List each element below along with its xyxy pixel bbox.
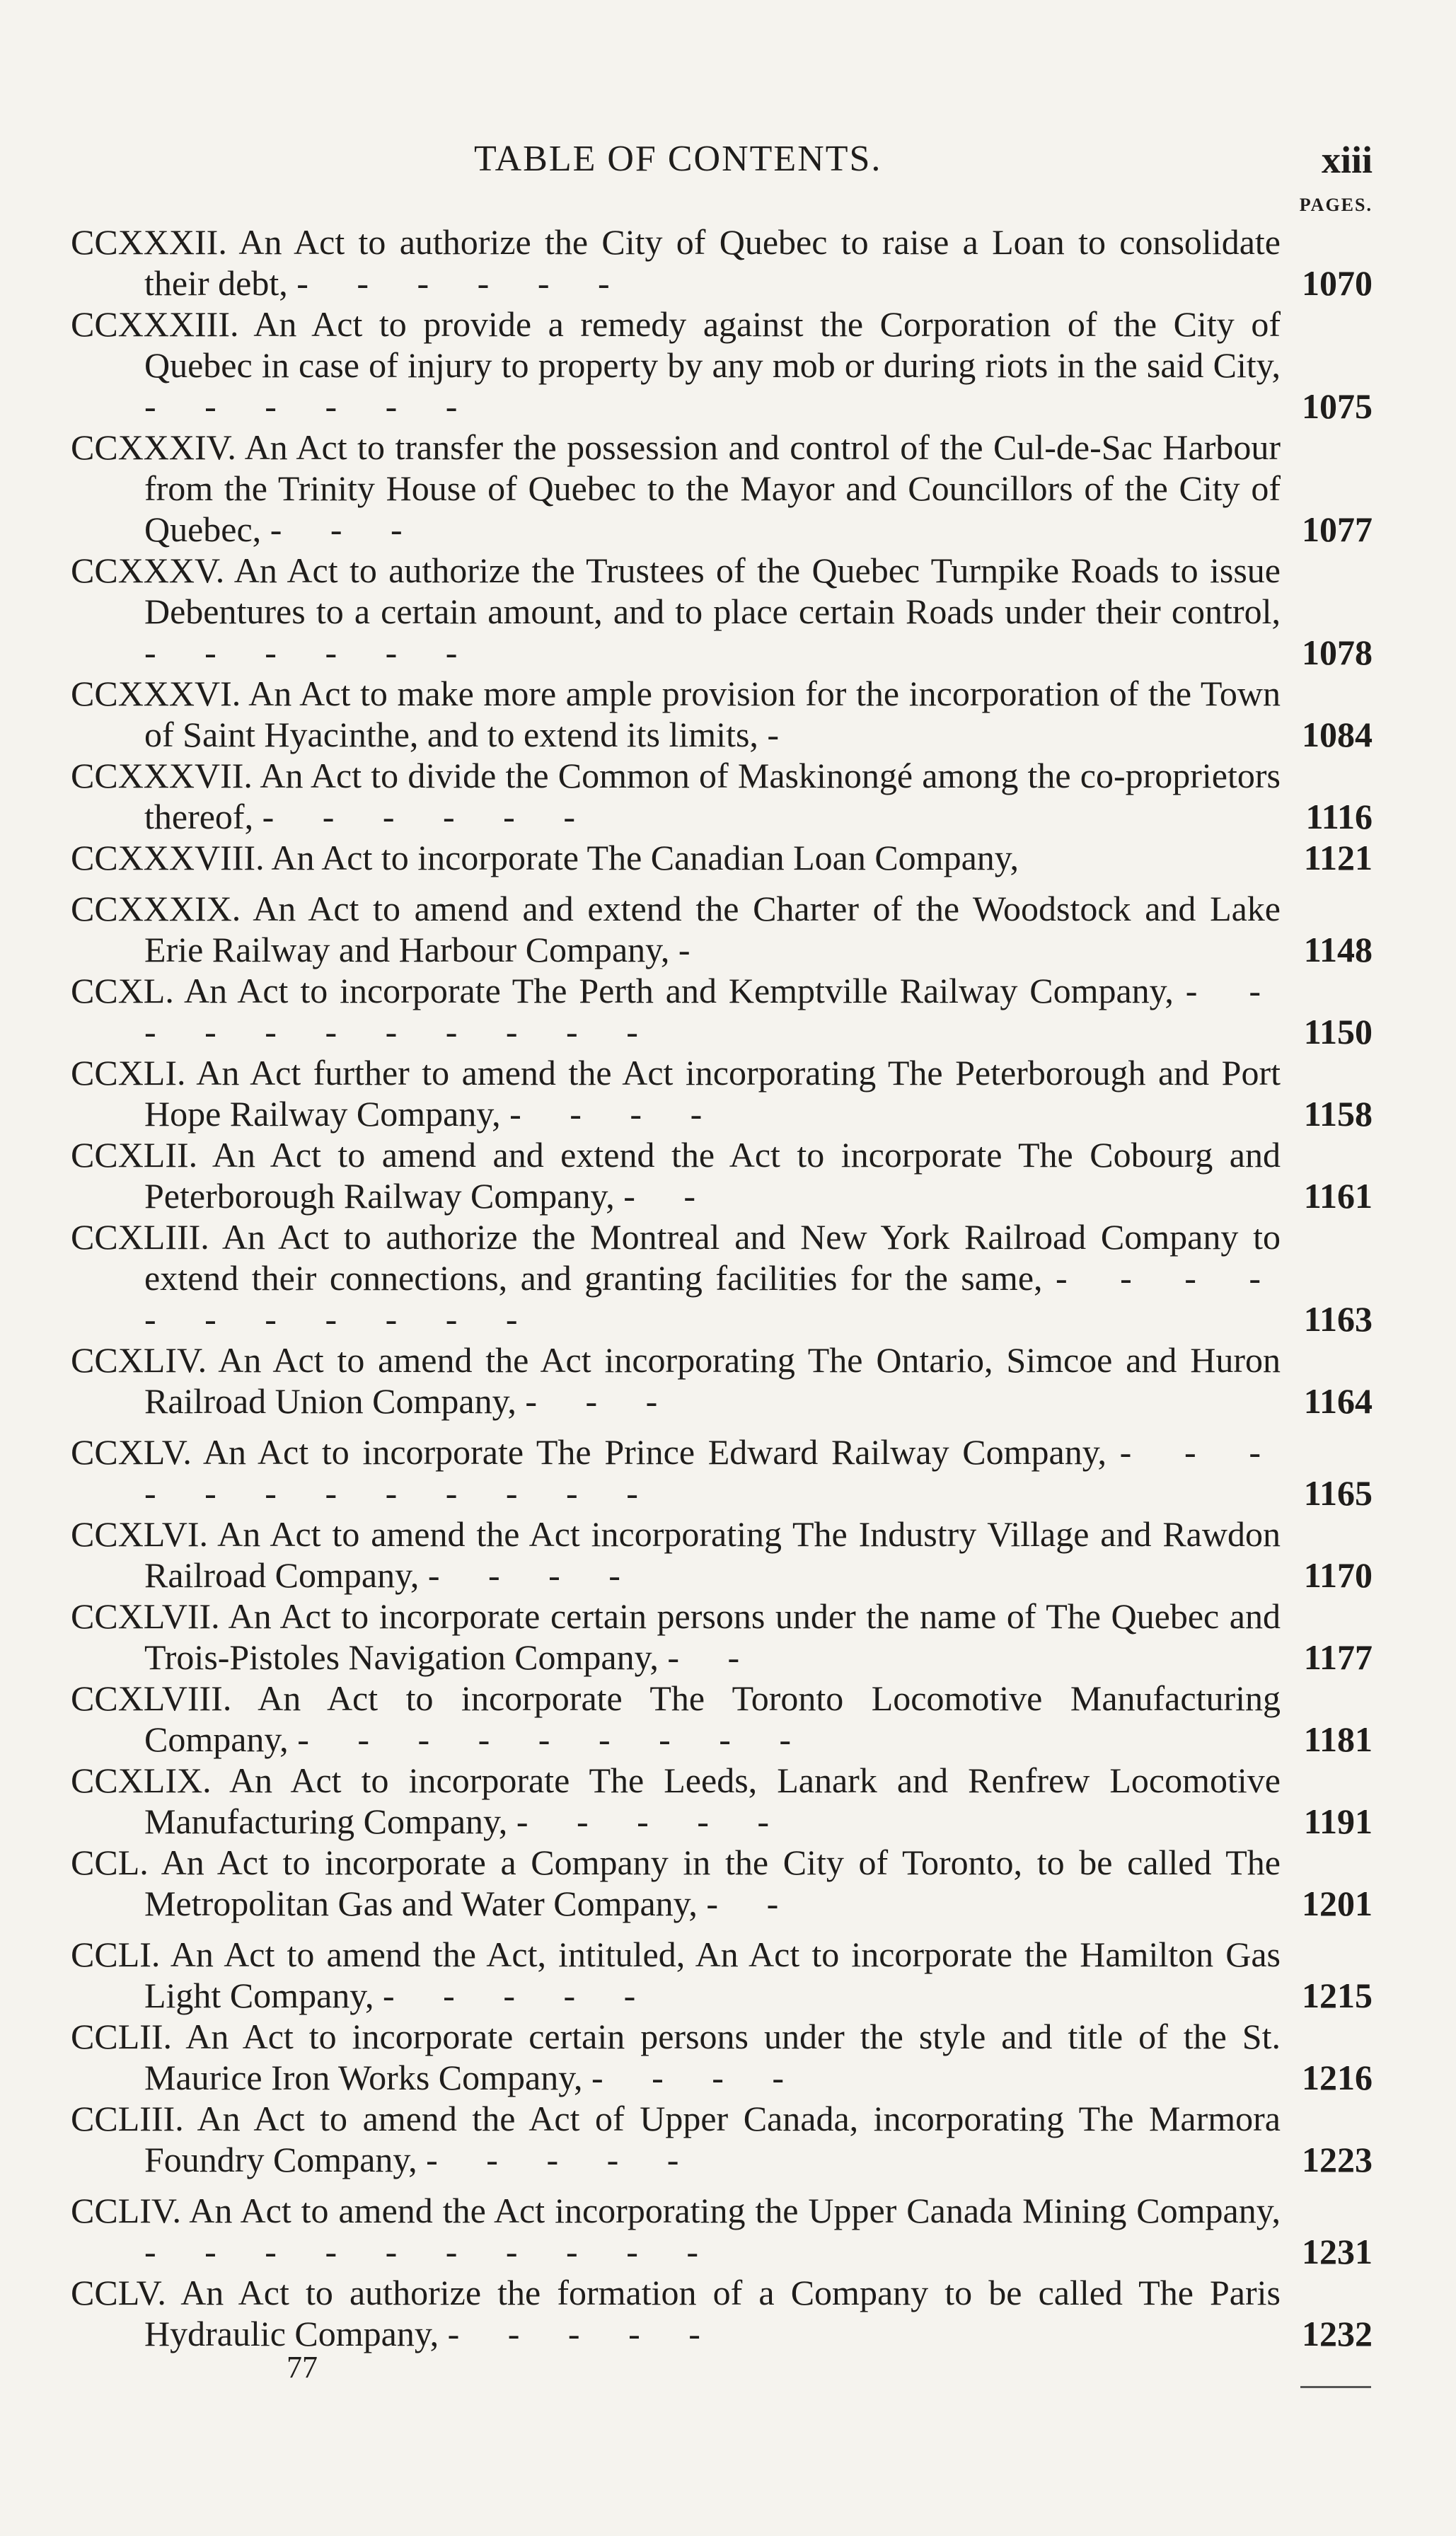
dot-leader: - - - - - - - - - - xyxy=(144,2232,719,2271)
chapter-number: CCXLVII. xyxy=(71,1596,220,1636)
chapter-number: CCXLIII. xyxy=(71,1217,209,1257)
chapter-number: CCXLIV. xyxy=(71,1340,207,1380)
toc-entry xyxy=(71,1596,1373,1678)
entry-title: An Act to incorporate The Toronto Locomotive Manufacturing Company, xyxy=(144,1678,1281,1759)
dot-leader: - - - - xyxy=(509,1094,722,1134)
page-reference: 1148 xyxy=(1303,930,1373,969)
dot-leader: - - - xyxy=(270,509,422,549)
signature-mark: 77 xyxy=(287,2350,318,2385)
chapter-number: CCXXXIV. xyxy=(71,427,236,467)
entry-title: An Act to amend the Act of Upper Canada, incorporating The Marmora Foundry Company, xyxy=(144,2099,1281,2179)
chapter-number: CCL. xyxy=(71,1843,149,1882)
dot-leader: - - xyxy=(667,1637,760,1677)
page-number: xiii xyxy=(1321,139,1373,181)
chapter-number: CCXLV. xyxy=(71,1432,192,1472)
page-reference: 1216 xyxy=(1302,2058,1373,2097)
chapter-number: CCXXXIII. xyxy=(71,304,239,344)
dot-leader: - - - - - - xyxy=(262,797,595,836)
dot-leader: - - - - - xyxy=(516,1802,790,1841)
entry-title: An Act to authorize the formation of a Company to be called The Paris Hydraulic Company, xyxy=(144,2273,1281,2353)
dot-leader: - - - - - - xyxy=(144,633,478,672)
page-reference: 1165 xyxy=(1303,1473,1373,1513)
dot-leader: - - - - - - - - - - - xyxy=(144,971,1281,1051)
dot-leader: - - - - - - - - - - - xyxy=(144,1258,1281,1339)
dot-leader: - - - - xyxy=(427,1555,640,1595)
chapter-number: CCXL. xyxy=(71,971,174,1010)
chapter-number: CCLIII. xyxy=(71,2099,184,2138)
toc-entry xyxy=(71,550,1373,673)
chapter-number: CCLI. xyxy=(71,1935,161,1974)
page-reference: 1164 xyxy=(1303,1381,1373,1421)
entry-title: An Act to authorize the Montreal and New York Railroad Company to extend their connections, and granting facilities for the same, xyxy=(144,1217,1281,1298)
toc-entry xyxy=(71,304,1373,427)
chapter-number: CCXLVIII. xyxy=(71,1678,232,1718)
toc-entry xyxy=(71,1431,1373,1514)
toc-entry xyxy=(71,2016,1373,2098)
toc-page xyxy=(71,138,1373,2353)
chapter-number: CCXLVI. xyxy=(71,1514,209,1554)
dot-leader: - - - - - - xyxy=(296,263,630,303)
chapter-number: CCXXXIX. xyxy=(71,889,241,928)
chapter-number: CCXXXV. xyxy=(71,551,225,590)
page-reference: 1191 xyxy=(1303,1802,1373,1841)
page-reference: 1116 xyxy=(1305,797,1373,836)
entry-title: An Act to provide a remedy against the Corporation of the City of Quebec in case of injury to property by any mob or during riots in the said City, xyxy=(144,304,1281,385)
toc-entry xyxy=(71,427,1373,550)
entry-title: An Act to incorporate certain persons under the name of The Quebec and Trois-Pistoles Navigation Company, xyxy=(144,1596,1281,1677)
page-reference: 1078 xyxy=(1302,633,1373,672)
entry-title: An Act to amend and extend the Act to incorporate The Cobourg and Peterborough Railway Company, xyxy=(144,1135,1281,1216)
chapter-number: CCXLII. xyxy=(71,1135,198,1175)
toc-entry xyxy=(71,2098,1373,2180)
toc-entry xyxy=(71,1339,1373,1422)
page-reference: 1163 xyxy=(1303,1299,1373,1339)
page-reference: 1150 xyxy=(1303,1012,1373,1051)
toc-entry xyxy=(71,221,1373,304)
entry-title: An Act to incorporate The Leeds, Lanark and Renfrew Locomotive Manufacturing Company, xyxy=(144,1760,1281,1841)
toc-entry xyxy=(71,1514,1373,1596)
toc-entry xyxy=(71,970,1373,1052)
entry-title: An Act to incorporate a Company in the City of Toronto, to be called The Metropolitan Gas and Water Company, xyxy=(144,1843,1281,1923)
dot-leader: - - - - - - - - - - - - xyxy=(144,1432,1281,1513)
chapter-number: CCXXXII. xyxy=(71,222,227,262)
entry-title: An Act to incorporate The Prince Edward Railway Company, xyxy=(202,1432,1107,1472)
toc-entry xyxy=(71,1760,1373,1842)
page-reference: 1201 xyxy=(1302,1884,1373,1923)
dot-leader: - - xyxy=(623,1176,716,1216)
chapter-number: CCXLIX. xyxy=(71,1760,212,1800)
page-header xyxy=(71,138,1373,215)
dot-leader: - - - - - - xyxy=(144,386,478,426)
toc-entry xyxy=(71,1134,1373,1216)
pages-column-label: PAGES. xyxy=(1299,195,1373,215)
page-reference: 1161 xyxy=(1303,1176,1373,1216)
page-reference: 1077 xyxy=(1302,509,1373,549)
page-reference: 1158 xyxy=(1303,1094,1373,1134)
toc-entry xyxy=(71,673,1373,755)
entry-title: An Act to authorize the City of Quebec to raise a Loan to consolidate their debt, xyxy=(144,222,1281,303)
entry-title: An Act to amend the Act incorporating the Upper Canada Mining Company, xyxy=(189,2191,1281,2230)
chapter-number: CCXXXVIII. xyxy=(71,838,265,877)
entry-title: An Act to transfer the possession and control of the Cul-de-Sac Harbour from the Trinity House of Quebec to the Mayor and Councillors of the City of Quebec, xyxy=(144,427,1281,549)
toc-entry xyxy=(71,1934,1373,2016)
page-reference: 1084 xyxy=(1302,715,1373,754)
catchword-rule xyxy=(1300,2382,1371,2388)
entry-title: An Act to incorporate The Perth and Kemptville Railway Company, xyxy=(184,971,1174,1010)
page-reference: 1232 xyxy=(1302,2314,1373,2353)
running-title: TABLE OF CONTENTS. xyxy=(474,139,882,179)
toc-entry xyxy=(71,2190,1373,2272)
page-reference: 1223 xyxy=(1302,2140,1373,2179)
dot-leader: - - - - - xyxy=(426,2140,699,2179)
page-reference: 1075 xyxy=(1302,386,1373,426)
dot-leader: - - - xyxy=(525,1381,678,1421)
toc-entry xyxy=(71,2272,1373,2354)
entry-title: An Act to divide the Common of Maskinongé among the co-proprietors thereof, xyxy=(144,756,1281,836)
page-reference: 1121 xyxy=(1303,838,1373,877)
chapter-number: CCXXXVI. xyxy=(71,674,241,713)
entry-title: An Act to amend the Act incorporating The Industry Village and Rawdon Railroad Company, xyxy=(144,1514,1281,1595)
page-reference: 1231 xyxy=(1302,2232,1373,2271)
page-reference: 1215 xyxy=(1302,1976,1373,2015)
chapter-number: CCLIV. xyxy=(71,2191,182,2230)
page-reference: 1170 xyxy=(1303,1555,1373,1595)
chapter-number: CCLV. xyxy=(71,2273,166,2312)
dot-leader: - xyxy=(767,715,799,754)
entry-title: An Act to authorize the Trustees of the Quebec Turnpike Roads to issue Debentures to a certain amount, and to place certain Roads under their control, xyxy=(144,551,1281,631)
entry-title: An Act to amend the Act, intituled, An Act to incorporate the Hamilton Gas Light Company, xyxy=(144,1935,1281,2015)
toc-entries xyxy=(71,221,1373,2354)
dot-leader: - xyxy=(678,930,710,969)
dot-leader: - - xyxy=(706,1884,799,1923)
page-reference: 1070 xyxy=(1302,263,1373,303)
entry-title: An Act further to amend the Act incorporating The Peterborough and Port Hope Railway Company, xyxy=(144,1053,1281,1134)
toc-entry xyxy=(71,1216,1373,1339)
dot-leader: - - - - - xyxy=(447,2314,720,2353)
toc-entry xyxy=(71,1842,1373,1924)
entry-title: An Act to amend and extend the Charter of the Woodstock and Lake Erie Railway and Harbour Company, xyxy=(144,889,1281,969)
dot-leader: - - - - - - - - - xyxy=(297,1719,811,1759)
toc-entry xyxy=(71,888,1373,970)
chapter-number: CCXXXVII. xyxy=(71,756,253,795)
entry-title: An Act to make more ample provision for the incorporation of the Town of Saint Hyacinthe, and to extend its limits, xyxy=(144,674,1281,754)
entry-title: An Act to incorporate certain persons under the style and title of the St. Maurice Iron Works Company, xyxy=(144,2017,1281,2097)
entry-title: An Act to amend the Act incorporating The Ontario, Simcoe and Huron Railroad Union Company, xyxy=(144,1340,1281,1421)
chapter-number: CCLII. xyxy=(71,2017,173,2056)
dot-leader: - - - - - xyxy=(383,1976,656,2015)
toc-entry xyxy=(71,1678,1373,1760)
dot-leader: - - - - xyxy=(591,2058,804,2097)
entry-title: An Act to incorporate The Canadian Loan Company, xyxy=(271,838,1019,877)
toc-entry xyxy=(71,837,1373,878)
toc-entry xyxy=(71,1052,1373,1134)
chapter-number: CCXLI. xyxy=(71,1053,186,1093)
page-reference: 1177 xyxy=(1303,1637,1373,1677)
page-reference: 1181 xyxy=(1303,1719,1373,1759)
toc-entry xyxy=(71,755,1373,837)
